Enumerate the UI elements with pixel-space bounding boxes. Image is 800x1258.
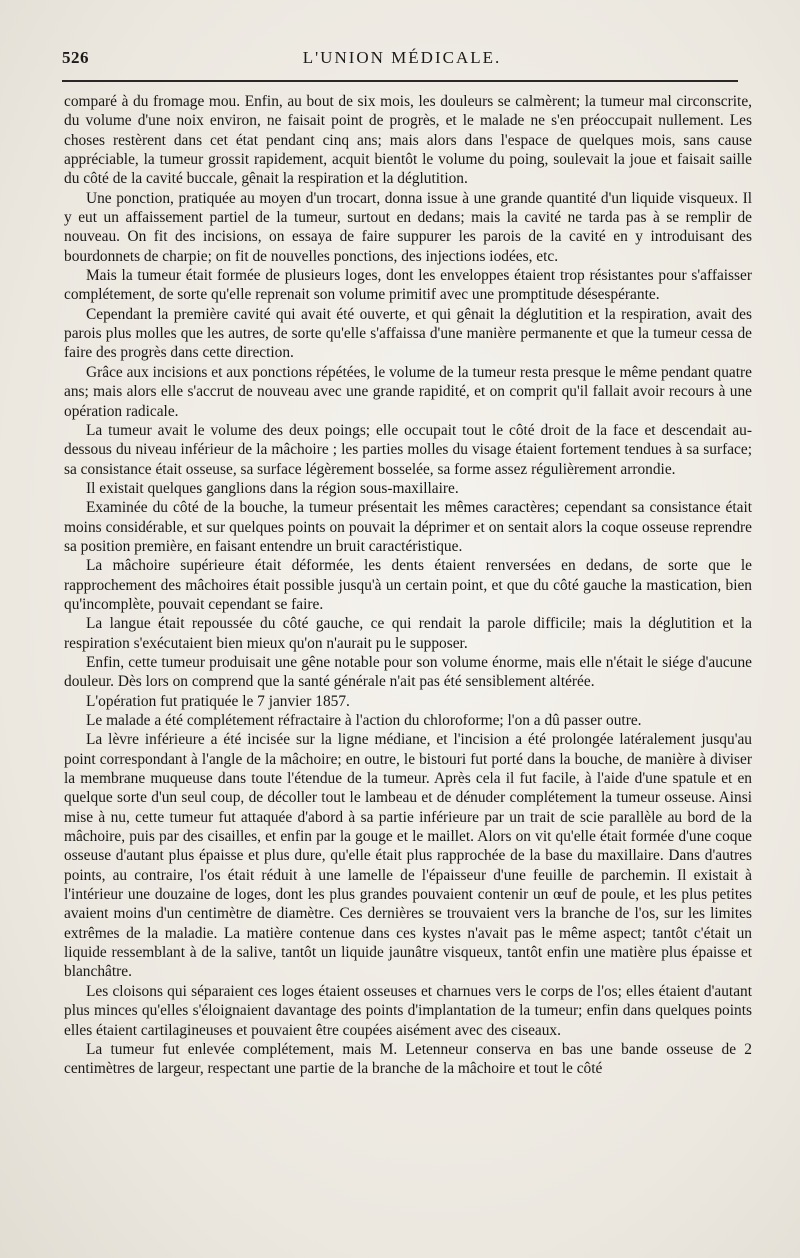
paragraph: Les cloisons qui séparaient ces loges étaient osseuses et charnues vers le corps de l'os; elles étaient d'autant plus minces qu'elles s'éloignaient davantage des points d'implantation de la tumeur; enfin dans quelques points elles étaient cartilagineuses et pouvaient être coupées aisément avec des ciseaux.	[64, 982, 752, 1039]
paragraph: Cependant la première cavité qui avait été ouverte, et qui gênait la déglutition et la respiration, avait des parois plus molles que les autres, de sorte qu'elle s'affaissa d'une manière permanente et que la tumeur cessa de faire des progrès dans cette direction.	[64, 305, 752, 362]
paragraph: L'opération fut pratiquée le 7 janvier 1857.	[86, 692, 350, 710]
paragraph: Une ponction, pratiquée au moyen d'un trocart, donna issue à une grande quantité d'un liquide visqueux. Il y eut un affaissement partiel de la tumeur, surtout en dedans; mais la cavité ne tarda pas à se remplir de nouveau. On fit des incisions, on essaya de faire suppurer les parois de la cavité en y introduisant des bourdonnets de charpie; on fit de nouvelles ponctions, des injections iodées, etc.	[64, 189, 752, 265]
paragraph: La langue était repoussée du côté gauche, ce qui rendait la parole difficile; mais la déglutition et la respiration s'exécutaient bien mieux qu'on n'aurait pu le supposer.	[64, 615, 752, 652]
paragraph: Enfin, cette tumeur produisait une gêne notable pour son volume énorme, mais elle n'était le siége d'aucune douleur. Dès lors on comprend que la santé générale n'ait pas été sensiblement altérée.	[64, 653, 752, 691]
page-header	[62, 48, 742, 72]
paragraph: La tumeur fut enlevée complétement, mais M. Letenneur conserva en bas une bande osseuse de 2 centimètres de largeur, respectant une partie de la branche de la mâchoire et tout le côté	[64, 1040, 752, 1078]
paragraph: La tumeur avait le volume des deux poings; elle occupait tout le côté droit de la face et descendait au-dessous du niveau inférieur de la mâchoire ; les parties molles du visage étaient fortement tendues à sa surface; sa consistance était osseuse, sa surface légèrement bosselée, sa forme assez régulièrement arrondie.	[64, 421, 752, 478]
header-rule	[62, 80, 738, 82]
paragraph: Mais la tumeur était formée de plusieurs loges, dont les enveloppes étaient trop résistantes pour s'affaisser complétement, de sorte qu'elle reprenait son volume primitif avec une promptitude désespérante.	[64, 267, 752, 304]
paragraph: La mâchoire supérieure était déformée, les dents étaient renversées en dedans, de sorte que le rapprochement des mâchoires était possible jusqu'à un certain point, et que du côté gauche la mastication, bien qu'incomplète, pouvait cependant se faire.	[64, 557, 752, 613]
running-head: L'UNION MÉDICALE.	[302, 48, 502, 67]
page-number: 526	[62, 48, 89, 67]
paragraph: Il existait quelques ganglions dans la région sous-maxillaire.	[86, 479, 459, 497]
paragraph: La lèvre inférieure a été incisée sur la ligne médiane, et l'incision a été prolongée latéralement jusqu'au point correspondant à l'angle de la mâchoire; en outre, le bistouri fut porté dans la bouche, de manière à diviser la membrane muqueuse dans toute l'étendue de la tumeur. Après cela il fut facile, à l'aide d'une spatule et en quelque sorte d'un seul coup, de décoller tout le lambeau et de dénuder complétement la tumeur osseuse. Ainsi mise à nu, cette tumeur fut attaquée d'abord à sa partie inférieure par un trait de scie parallèle au bord de la mâchoire, puis par des cisailles, et enfin par la gouge et le maillet. Alors on vit qu'elle était formée d'une coque osseuse d'autant plus épaisse et plus dure, qu'elle était plus rapprochée de la base du maxillaire. Dans d'autres points, au contraire, l'os était réduit à une lamelle de l'épaisseur d'une feuille de parchemin. Il existait à l'intérieur une douzaine de loges, dont les plus grandes pouvaient contenir un œuf de poule, et les plus petites avaient moins d'un centimètre de diamètre. Ces dernières se trouvaient vers la branche de l'os, sur les limites extrêmes de la maladie. La matière contenue dans ces kystes n'avait pas le même aspect; tantôt c'était un liquide ressemblant à de la salive, tantôt un liquide jaunâtre visqueux, tantôt enfin une matière plus épaisse et blanchâtre.	[64, 731, 752, 981]
paragraph: Grâce aux incisions et aux ponctions répétées, le volume de la tumeur resta presque le même pendant quatre ans; mais alors elle s'accrut de nouveau avec une grande rapidité, et on comprit qu'il fallait avoir recours à une opération radicale.	[64, 363, 752, 420]
paragraph: Le malade a été complétement réfractaire à l'action du chloroforme; l'on a dû passer outre.	[86, 712, 642, 729]
paragraph: Examinée du côté de la bouche, la tumeur présentait les mêmes caractères; cependant sa consistance était moins considérable, et sur quelques points on pouvait la déprimer et on sentait alors la coque osseuse reprendre sa position première, en faisant entendre un bruit caractéristique.	[64, 499, 752, 555]
body-text	[64, 92, 752, 1079]
paragraph: comparé à du fromage mou. Enfin, au bout de six mois, les douleurs se calmèrent; la tumeur mal circonscrite, du volume d'une noix environ, ne faisait point de progrès, et le malade ne s'en préoccupait nullement. Les choses restèrent dans cet état pendant cinq ans; mais alors dans l'espace de quelques mois, sans cause appréciable, la tumeur grossit rapidement, acquit bientôt le volume du poing, soulevait la joue et faisait saille du côté de la cavité buccale, gênait la respiration et la déglutition.	[64, 93, 752, 188]
